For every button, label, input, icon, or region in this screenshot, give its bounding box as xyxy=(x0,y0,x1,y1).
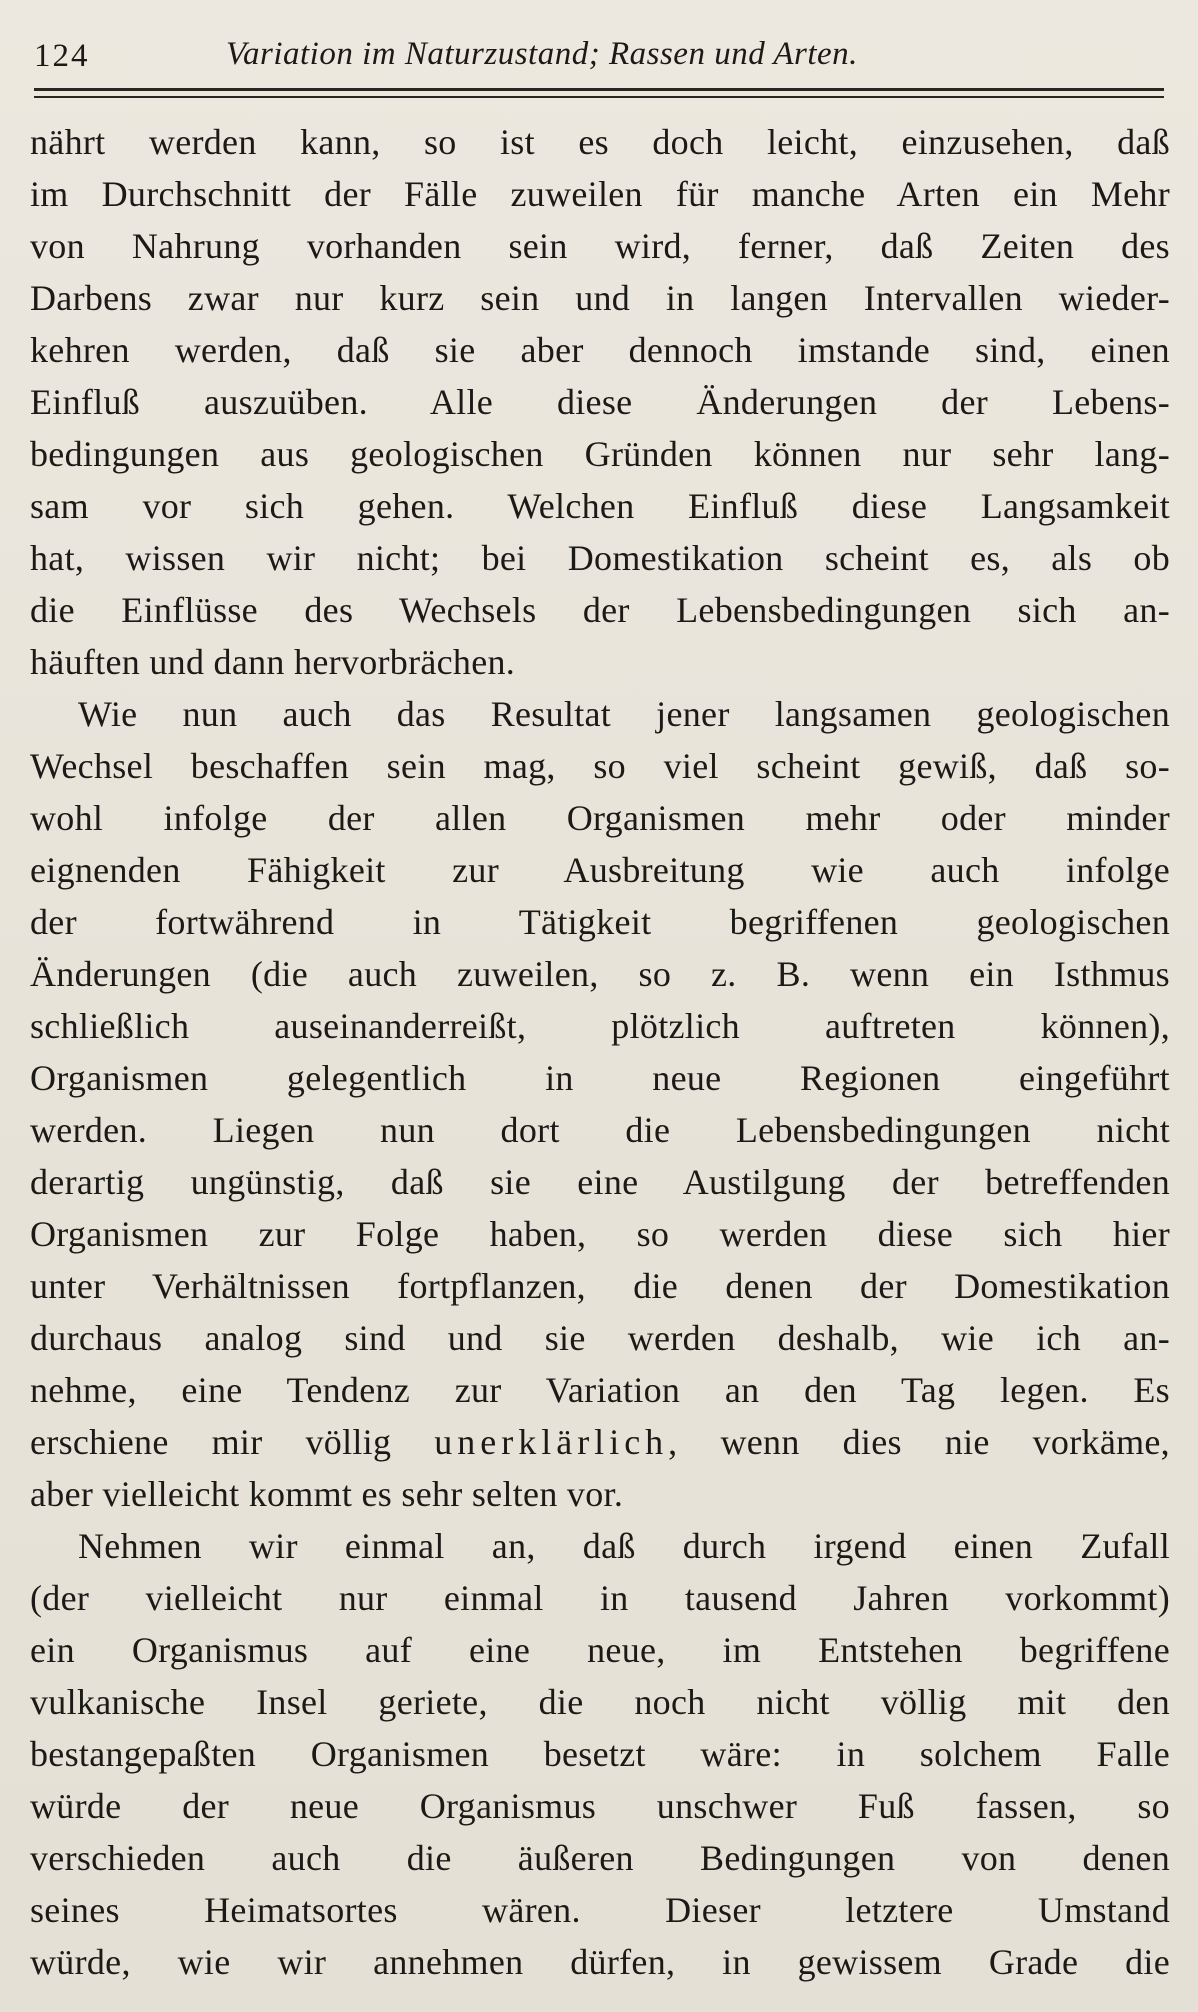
text-line: Organismen zur Folge haben, so werden diese sich hier xyxy=(30,1214,1170,1254)
text-line: die Einflüsse des Wechsels der Lebensbedingungen sich an- xyxy=(30,590,1170,630)
text-line: würde, wie wir annehmen dürfen, in gewissem Grade die xyxy=(30,1942,1170,1982)
text-line: würde der neue Organismus unschwer Fuß fassen, so xyxy=(30,1786,1170,1826)
text-run: erschiene mir völlig xyxy=(30,1422,435,1462)
text-line: hat, wissen wir nicht; bei Domestikation scheint es, als ob xyxy=(30,538,1170,578)
text-line: Darbens zwar nur kurz sein und in langen Intervallen wieder- xyxy=(30,278,1170,318)
text-line: eignenden Fähigkeit zur Ausbreitung wie auch infolge xyxy=(30,850,1170,890)
text-line: Wie nun auch das Resultat jener langsamen geologischen xyxy=(78,694,1170,734)
text-line-with-emphasis xyxy=(30,1416,1170,1468)
text-line: Änderungen (die auch zuweilen, so z. B. wenn ein Isthmus xyxy=(30,954,1170,994)
paragraph-3 xyxy=(30,1520,1170,1988)
text-line: (der vielleicht nur einmal in tausend Jahren vorkommt) xyxy=(30,1578,1170,1618)
text-line: Nehmen wir einmal an, daß durch irgend einen Zufall xyxy=(78,1526,1170,1566)
text-line: von Nahrung vorhanden sein wird, ferner, daß Zeiten des xyxy=(30,226,1170,266)
paragraph-2 xyxy=(30,688,1170,1520)
header-rule-thick xyxy=(34,88,1164,91)
text-line: verschieden auch die äußeren Bedingungen von denen xyxy=(30,1838,1170,1878)
text-line: aber vielleicht kommt es sehr selten vor. xyxy=(30,1474,624,1514)
text-line: schließlich auseinanderreißt, plötzlich auftreten können), xyxy=(30,1006,1170,1046)
text-line: häuften und dann hervorbrächen. xyxy=(30,642,516,682)
text-line: kehren werden, daß sie aber dennoch imstande sind, einen xyxy=(30,330,1170,370)
text-line: bestangepaßten Organismen besetzt wäre: in solchem Falle xyxy=(30,1734,1170,1774)
body-text xyxy=(30,116,1170,1988)
text-line: Organismen gelegentlich in neue Regionen eingeführt xyxy=(30,1058,1170,1098)
emphasized-word: unerklärlich xyxy=(434,1422,669,1462)
text-line: sam vor sich gehen. Welchen Einfluß diese Langsamkeit xyxy=(30,486,1170,526)
page-number: 124 xyxy=(34,38,90,74)
header-rule-thin xyxy=(34,96,1164,98)
text-line: werden. Liegen nun dort die Lebensbedingungen nicht xyxy=(30,1110,1170,1150)
paragraph-1 xyxy=(30,116,1170,688)
text-line: ein Organismus auf eine neue, im Entstehen begriffene xyxy=(30,1630,1170,1670)
text-line: unter Verhältnissen fortpflanzen, die denen der Domestikation xyxy=(30,1266,1170,1306)
text-line: durchaus analog sind und sie werden deshalb, wie ich an- xyxy=(30,1318,1170,1358)
text-line: wohl infolge der allen Organismen mehr oder minder xyxy=(30,798,1170,838)
text-line: derartig ungünstig, daß sie eine Austilgung der betreffenden xyxy=(30,1162,1170,1202)
text-line: bedingungen aus geologischen Gründen können nur sehr lang- xyxy=(30,434,1170,474)
text-line: der fortwährend in Tätigkeit begriffenen geologischen xyxy=(30,902,1170,942)
text-line: Wechsel beschaffen sein mag, so viel scheint gewiß, daß so- xyxy=(30,746,1170,786)
text-line: vulkanische Insel geriete, die noch nicht völlig mit den xyxy=(30,1682,1170,1722)
text-run: , wenn dies nie vorkäme, xyxy=(668,1422,1170,1462)
page-header xyxy=(34,30,1164,80)
text-line: Einfluß auszuüben. Alle diese Änderungen der Lebens- xyxy=(30,382,1170,422)
text-line: seines Heimatsortes wären. Dieser letztere Umstand xyxy=(30,1890,1170,1930)
text-line: im Durchschnitt der Fälle zuweilen für manche Arten ein Mehr xyxy=(30,174,1170,214)
running-title: Variation im Naturzustand; Rassen und Arten. xyxy=(226,36,858,72)
text-line: nährt werden kann, so ist es doch leicht, einzusehen, daß xyxy=(30,122,1170,162)
text-line: nehme, eine Tendenz zur Variation an den Tag legen. Es xyxy=(30,1370,1170,1410)
